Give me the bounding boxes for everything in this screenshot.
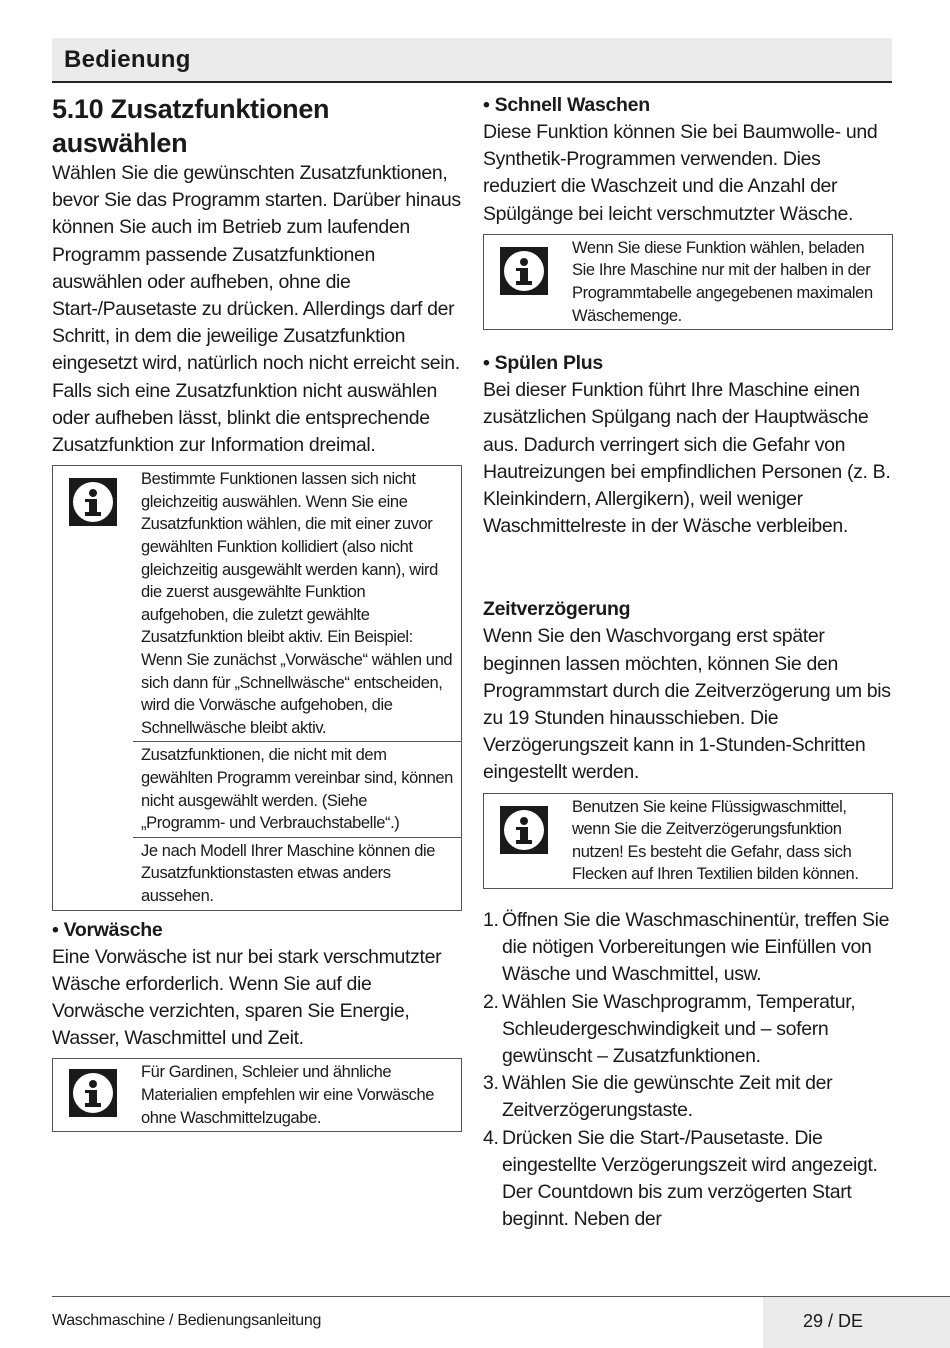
note-text: Bestimmte Funktionen lassen sich nicht gleichzeitig auswählen. Wenn Sie eine Zusatzfunktion wählen, die mit einer zuvor gewählten Funktion kollidiert (also nicht gleichzeitig ausgewählt werden kann), wird die zuerst ausgewählte Funktion aufgehoben, die zuletzt gewählte Zusatzfunktion bleibt aktiv. Ein Beispiel: Wenn Sie zunächst „Vorwäsche“ wählen und sich dann für „Schnellwäsche“ entscheiden, wird die Vorwäsche aufgehoben, die Schnellwäsche bleibt aktiv. xyxy=(141,470,453,737)
zeit-heading: Zeitverzögerung xyxy=(483,598,631,621)
left-column xyxy=(52,92,462,1138)
section-title: Bedienung xyxy=(64,46,191,73)
info-note xyxy=(52,465,462,910)
vorwaesche-heading: • Vorwäsche xyxy=(52,918,163,941)
note-text: Benutzen Sie keine Flüssigwaschmittel, wenn Sie die Zeitverzögerungsfunktion nutzen! Es besteht die Gefahr, dass sich Flecken auf Ihren Textilien bilden können. xyxy=(572,797,859,884)
list-item: 1. Öffnen Sie die Waschmaschinentür, treffen Sie die nötigen Vorbereitungen wie Einfüllen von Wäsche und Waschmittel, usw. xyxy=(483,909,890,986)
info-icon xyxy=(69,1069,117,1117)
list-item: 3. Wählen Sie die gewünschte Zeit mit der Zeitverzögerungstaste. xyxy=(483,1072,833,1122)
intro-paragraph: Wählen Sie die gewünschten Zusatzfunktionen, bevor Sie das Programm starten. Darüber hinaus können Sie auch im Betrieb zum laufenden Programm passende Zusatzfunktionen auswählen oder aufheben, ohne die Start-/Pausetaste zu drücken. Allerdings darf der Schritt, in dem die jeweilige Zusatzfunktion eingesetzt wird, natürlich noch nicht erreicht sein. xyxy=(52,162,461,375)
intro-paragraph: Falls sich eine Zusatzfunktion nicht auswählen oder aufheben lässt, blinkt die entsprechende Zusatzfunktion zur Information dreimal. xyxy=(52,379,437,457)
info-note xyxy=(483,234,893,330)
schnell-heading: • Schnell Waschen xyxy=(483,94,650,116)
right-column xyxy=(483,92,893,1233)
info-note xyxy=(52,1058,462,1132)
info-icon xyxy=(500,247,548,295)
spuelen-text: Bei dieser Funktion führt Ihre Maschine einen zusätzlichen Spülgang nach der Hauptwäsche aus. Dadurch verringert sich die Gefahr von Hautreizungen bei empfindlichen Personen (z. B. Kleinkindern, Allergikern), weil weniger Waschmittelreste in der Wäsche verbleiben. xyxy=(483,379,891,538)
list-item: 4. Drücken Sie die Start-/Pausetaste. Die eingestellte Verzögerungszeit wird angezeigt. Der Countdown bis zum verzögerten Start beginnt. Neben der xyxy=(483,1126,878,1231)
note-text: Wenn Sie diese Funktion wählen, beladen Sie Ihre Maschine nur mit der halben in der Programmtabelle angegebenen maximalen Wäschemenge. xyxy=(572,238,873,325)
info-icon xyxy=(500,806,548,854)
footer-document-title: Waschmaschine / Bedienungsanleitung xyxy=(52,1312,322,1329)
page-number: 29 / DE xyxy=(803,1311,864,1331)
steps-list xyxy=(483,907,893,1233)
info-note xyxy=(483,793,893,889)
spuelen-heading: • Spülen Plus xyxy=(483,352,603,375)
page-number-box xyxy=(763,1297,950,1348)
schnell-text: Diese Funktion können Sie bei Baumwolle- und Synthetik-Programmen verwenden. Dies reduziert die Waschzeit und die Anzahl der Spülgänge bei leicht verschmutzter Wäsche. xyxy=(483,121,878,225)
vorwaesche-text: Eine Vorwäsche ist nur bei stark verschmutzter Wäsche erforderlich. Wenn Sie auf die Vorwäsche verzichten, sparen Sie Energie, Wasser, Waschmittel und Zeit. xyxy=(52,945,442,1050)
info-icon xyxy=(69,478,117,526)
zeit-text: Wenn Sie den Waschvorgang erst später beginnen lassen möchten, können Sie den Programmstart durch die Zeitverzögerung um bis zu 19 Stunden hinausschieben. Die Verzögerungszeit kann in 1-Stunden-Schritten eingestellt werden. xyxy=(483,625,891,784)
page-heading: 5.10 Zusatzfunktionen auswählen xyxy=(52,94,330,158)
note-text: Für Gardinen, Schleier und ähnliche Materialien empfehlen wir eine Vorwäsche ohne Waschmittelzugabe. xyxy=(141,1063,435,1127)
list-item: 2. Wählen Sie Waschprogramm, Temperatur, Schleudergeschwindigkeit und – sofern gewünscht – Zusatzfunktionen. xyxy=(483,990,856,1068)
section-header xyxy=(52,38,892,83)
note-text: Zusatzfunktionen, die nicht mit dem gewählten Programm vereinbar sind, können nicht ausgewählt werden. (Siehe „Programm- und Verbrauchstabelle“.) xyxy=(133,741,461,836)
note-text: Je nach Modell Ihrer Maschine können die Zusatzfunktionstasten etwas anders aussehen. xyxy=(133,837,461,910)
